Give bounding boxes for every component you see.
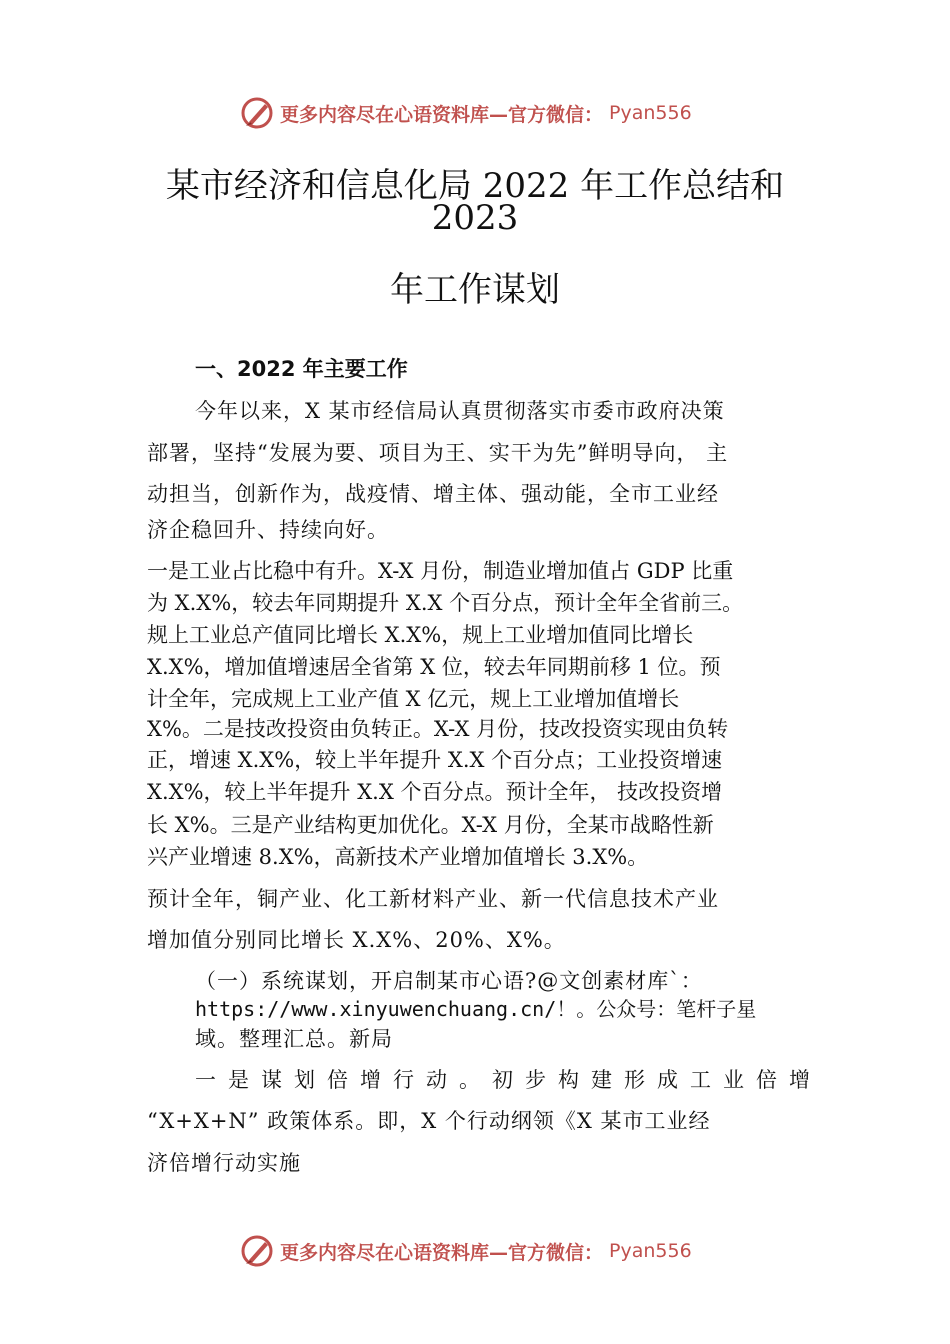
body-line: 域。整理汇总。新局	[195, 1027, 393, 1051]
body-line: 增加值分别同比增长 X.X%、20%、X%。	[147, 928, 566, 952]
body-line: “X+X+N” 政策体系。即，X 个行动纲领《X 某市工业经	[147, 1109, 711, 1133]
document-title-line-2: 2023	[431, 198, 519, 238]
body-line: 计全年，完成规上工业产值 X 亿元，规上工业增加值增长	[147, 687, 680, 711]
body-line: 今年以来，X 某市经信局认真贯彻落实市委市政府决策	[195, 399, 725, 423]
pen-in-circle-icon	[240, 96, 274, 130]
body-line: 动担当，创新作为，战疫情、增主体、强动能，全市工业经	[147, 482, 719, 506]
body-line: X%。二是技改投资由负转正。X-X 月份，技改投资实现由负转	[147, 717, 729, 741]
body-line: 部署，坚持“发展为要、项目为王、实干为先”鲜明导向， 主	[147, 441, 729, 465]
subsection-heading: （一）系统谋划，开启制某市心语?@文创素材库`：	[195, 969, 703, 993]
body-line-url: https://www.xinyuwenchuang.cn/！。公众号：笔杆子星	[195, 997, 757, 1021]
body-line: X.X%，增加值增速居全省第 X 位，较去年同期前移 1 位。预	[147, 655, 721, 679]
document-title-line-3: 年工作谋划	[390, 270, 560, 310]
banner-wechat-id: Pyan556	[609, 1240, 692, 1262]
body-line: 一是谋划倍增行动。初步构建形成工业倍增	[195, 1068, 822, 1092]
watermark-banner-top	[240, 96, 692, 130]
banner-wechat-id: Pyan556	[609, 102, 692, 124]
section-heading: 一、2022 年主要工作	[195, 357, 408, 381]
body-line: 规上工业总产值同比增长 X.X%，规上工业增加值同比增长	[147, 623, 694, 647]
body-line: 济倍增行动实施	[147, 1151, 301, 1175]
body-line: 为 X.X%，较去年同期提升 X.X 个百分点，预计全年全省前三。	[147, 591, 744, 615]
banner-text: 更多内容尽在心语资料库—官方微信：	[280, 1241, 604, 1264]
body-line: X.X%，较上半年提升 X.X 个百分点。预计全年， 技改投资增	[147, 780, 723, 804]
body-line: 正，增速 X.X%，较上半年提升 X.X 个百分点；工业投资增速	[147, 748, 723, 772]
pen-in-circle-icon	[240, 1234, 274, 1268]
body-line: 兴产业增速 8.X%，高新技术产业增加值增长 3.X%。	[147, 845, 649, 869]
watermark-banner-bottom	[240, 1234, 692, 1268]
body-line: 一是工业占比稳中有升。X-X 月份，制造业增加值占 GDP 比重	[147, 559, 734, 583]
body-line: 长 X%。三是产业结构更加优化。X-X 月份，全某市战略性新	[147, 813, 714, 837]
banner-text: 更多内容尽在心语资料库—官方微信：	[280, 103, 604, 126]
document-title-line-1: 某市经济和信息化局 2022 年工作总结和	[165, 166, 785, 206]
body-line: 预计全年，铜产业、化工新材料产业、新一代信息技术产业	[147, 887, 719, 911]
body-line: 济企稳回升、持续向好。	[147, 518, 389, 542]
